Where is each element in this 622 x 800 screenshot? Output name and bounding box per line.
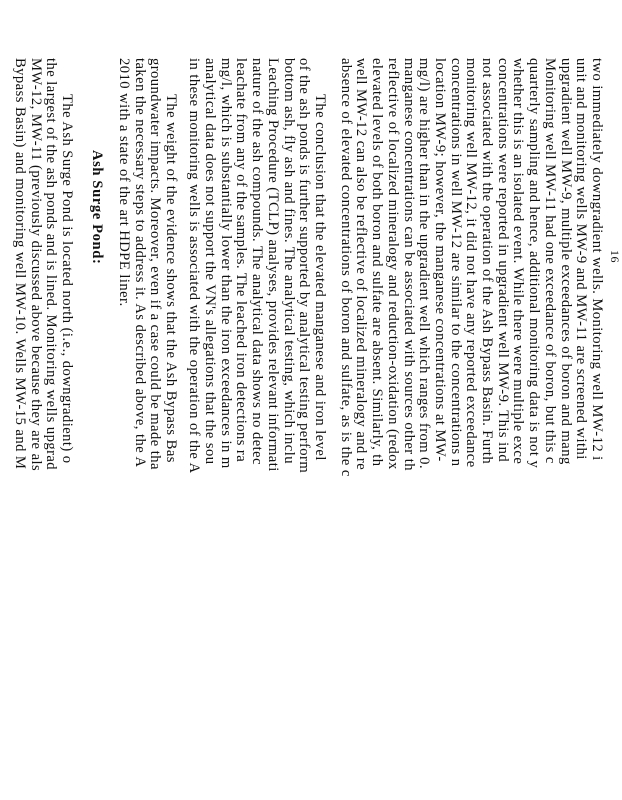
text-line: concentrations in well MW-12 are similar to the concentrations n [447, 58, 464, 467]
text-line: elevated levels of both boron and sulfate are absent. Similarly, th [369, 58, 386, 467]
paragraph-1 [337, 58, 604, 477]
paragraph-3 [115, 58, 178, 470]
text-line: manganese concentrations can be associated with sources other th [400, 58, 417, 471]
text-line: mg/l, which is substantially lower than the iron exceedances in m [217, 58, 234, 469]
text-line: not associated with the operation of the Ash Bypass Basin. Furth [479, 58, 496, 465]
text-line: The conclusion that the elevated manganese and iron level [312, 94, 328, 461]
page-number: 16 [608, 250, 622, 263]
text-line: leachate from any of the samples. The leached iron detections ra [233, 58, 250, 463]
text-line: whether this is an isolated event. While there were multiple exce [510, 58, 527, 465]
text-line: absence of elevated concentrations of boron and sulfate, as is the c [337, 58, 354, 477]
text-line: well MW-12 can also be reflective of localized mineralogy and re [353, 58, 370, 471]
section-heading: Ash Surge Pond: [89, 150, 105, 265]
text-line: analytical data does not support the VN's allegations that the sou [202, 58, 219, 465]
text-line: bottom ash, fly ash and fines. The analytical testing, which inclu [280, 58, 297, 464]
text-line: monitoring well MW-12, it did not have any reported exceedance [463, 58, 480, 468]
text-line: The Ash Surge Pond is located north (i.e., downgradient) o [59, 94, 75, 464]
text-line: unit and monitoring wells MW-9 and MW-11 are screened withi [573, 58, 590, 460]
text-line: quarterly sampling and hence, additional monitoring data is not y [526, 58, 543, 469]
text-line: Leaching Procedure (TCLP) analyses, provides relevant informati [264, 58, 281, 472]
text-line: of the ash ponds is further supported by analytical testing perform [296, 58, 313, 474]
text-line: nature of the ash compounds. The analytical data shows no detec [249, 58, 266, 465]
text-line: upgradient well MW-9, multiple exceedances of boron and mang [557, 58, 574, 465]
text-line: reflective of localized mineralogy and reduction-oxidation (redox [384, 58, 401, 470]
text-line: the largest of the ash ponds and is lined. Monitoring wells upgrad [43, 58, 60, 471]
text-line: 2010 with a state of the art HDPE liner. [115, 58, 132, 307]
text-line: in these monitoring wells is associated with the operation of the A [186, 58, 203, 474]
text-line: two immediately downgradient wells. Monitoring well MW-12 i [589, 58, 605, 461]
text-line: concentrations were reported in upgradient well MW-9. This ind [494, 58, 511, 463]
text-line: groundwater impacts. Moreover, even if a case could be made tha [147, 58, 164, 470]
paragraph-4 [11, 58, 74, 471]
text-line: location MW-9; however, the manganese concentrations at MW- [431, 58, 448, 462]
text-line: The weight of the evidence shows that the Ash Bypass Bas [163, 94, 179, 463]
paragraph-2 [186, 58, 327, 474]
text-line: mg/l) are higher than in the upgradient well which ranges from 0. [416, 58, 433, 470]
text-line: Bypass Basin) and monitoring well MW-10. Wells MW-15 and M [11, 58, 28, 470]
text-line: MW-12, MW-11 (previously discussed above because they are als [27, 58, 44, 472]
text-line: Monitoring well MW-11 had one exceedance of boron, but this c [541, 58, 558, 464]
text-line: taken the necessary steps to address it. As described above, the A [131, 58, 148, 468]
